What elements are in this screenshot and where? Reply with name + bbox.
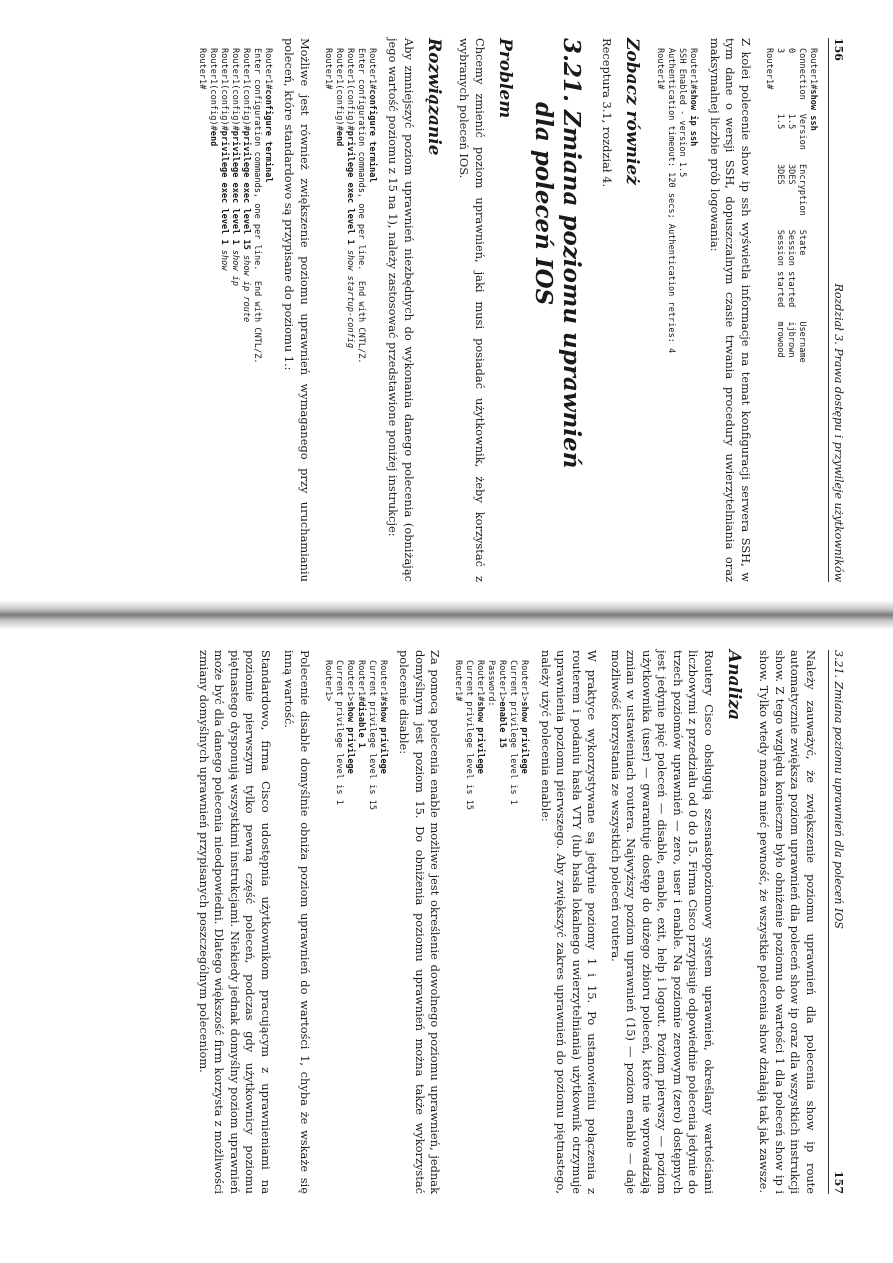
paragraph-analysis: Routery Cisco obsługują szesnastopoziomowy system uprawnień, określany wartościami liczbowymi z przedziału od 0 do 15. Firma Cisco przypisuje odpowiednie polecenia jedynie do trzech poziomów uprawnień — zero, user i enable. Na poziomie zerowym (zero) dostępnych jest jedynie pięć poleceń — disable, enable, exit, help i logout. Poziom pierwszy — poziom użytkownika (user) — gwarantuje dostęp do dużego zbioru poleceń, które nie wprowadzają zmian w ustawieniach routera. Najwyższy poziom uprawnień (15) — poziom enable — daje możliwość korzystania ze wszystkich poleceń routera. [609,650,716,1194]
cli-argument: show [219,249,229,271]
column-header: State [797,229,807,256]
page-number: 156 [832,38,845,61]
cli-prompt: Router1> [519,660,530,702]
cli-prompt: Router1# [367,48,377,90]
see-also-heading: Zobacz również [622,38,643,185]
paragraph-practice: W praktyce wykorzystywane są jedynie poziomy 1 i 15. Po ustanowieniu połączenia z routerem i podaniu hasła VTY (lub hasła lokalnego uwierzytelniania) użytkownik otrzymuje uprawnienia poziomu pierwszego. Aby zwiększyć zakres uprawnień do poziomu piętnastego, należy użyć polecenia enable: [539,650,600,1194]
running-head [828,38,845,582]
cli-command: show privilege [378,701,388,774]
cli-command: privilege exec level 1 [345,130,355,245]
page-number: 157 [832,1171,845,1194]
cli-prompt: Router1# [475,660,486,702]
table-cell: 3 [775,48,785,54]
cli-command: privilege exec level 15 [241,130,251,250]
cli-output-line: Current privilege level is 15 [367,660,377,811]
table-header-row [796,48,807,377]
problem-heading: Problem [495,38,515,119]
cli-prompt: Router1# [453,660,464,702]
cli-argument: show startup-config [345,249,355,349]
running-head [828,650,845,1194]
running-head-title: 3.21. Zmiana poziomu uprawnień dla poleceń IOS [832,650,845,929]
table-cell: Session started [786,229,796,308]
cli-command: end [334,130,344,147]
cli-output-line: Enter configuration commands, one per line. End with CNTL/Z. [356,48,366,364]
paragraph-increase: Możliwe jest również zwiększenie poziomu uprawnień wymaganego przy uruchamianiu poleceń, które standardowo są przypisane do poziomu 1.: [282,38,312,582]
cli-argument: show ip [230,249,240,287]
config-block-raise-privilege [196,48,273,582]
cli-prompt: Router1(config)# [219,48,229,131]
cli-command: show privilege [345,701,355,774]
cli-prompt: Router1# [655,48,666,90]
cli-command: configure terminal [263,89,273,183]
paragraph-ip-ssh: Z kolei polecenie show ip ssh wyświetla informacje na temat konfiguracji serwera SSH, w tym dane o wersji SSH, dopuszczalnym czasie trwania procedury uwierzytelniania oraz maksymalnej liczbie prób logowania: [708,38,753,582]
cli-output-line: Current privilege level is 1 [508,660,519,805]
ssh-table [774,48,807,377]
cli-prompt: Router1(config)# [334,48,344,131]
page-gutter [0,600,893,630]
paragraph-intro: Należy zauważyć, że zwiększenie poziomu uprawnień dla polecenia show ip route automatycznie zwiększa poziom uprawnień dla poleceń show ip oraz dla wszystkich instrukcji show. Z tego względu konieczne było obniżenie poziomu do wartości 1 dla poleceń show ip i show. Tylko wtedy można mieć pewność, że wszystkie polecenia show działają tak jak zawsze. [757,650,818,1194]
show-ip-ssh-output [655,48,699,582]
column-header: Username [797,321,807,363]
table-cell: Session started [775,229,785,308]
enable-example-output [453,660,530,1194]
disable-example-output [322,660,388,1194]
page-156 [65,30,845,590]
cli-prompt: Router1> [323,660,333,702]
paragraph-standard: Standardowo, firma Cisco udostępnia użytkownikom pracującym z uprawnieniami na poziomie pierwszym tylko pewną część poleceń, podczas gdy użytkownicy poziomu piętnastego dysponują wszystkimi instrukcjami. Niekiedy jednak domyślny poziom uprawnień może być dla danego polecenia nieodpowiedni. Dlatego większość firm korzysta z możliwości zmiany domyślnych uprawnień przypisanych poszczególnym poleceniom. [197,650,273,1194]
show-ssh-output [763,38,818,582]
paragraph-enable-any-level: Za pomocą polecenia enable możliwe jest określenie dowolnego poziomu uprawnień, jednak domyślnym jest poziom 15. Do obniżenia poziomu uprawnień można także wykorzystać polecenie disable: [397,650,443,1194]
cli-prompt: Router1# [197,48,207,90]
table-cell: mrowood [775,321,785,358]
cli-output-line: Current privilege level is 15 [464,660,475,811]
table-row [774,48,785,377]
cli-output-line: SSH Enabled - version 1.5 [677,48,688,178]
section-title [529,38,585,582]
table-cell: 3DES [786,163,796,185]
cli-prompt: Router1# [688,48,699,90]
cli-prompt: Router1(config)# [230,48,240,131]
table-cell: 0 [786,48,796,54]
cli-prompt: Router1> [497,660,508,702]
cli-command: privilege exec level 1 [219,130,229,245]
cli-command: show privilege [519,701,530,774]
cli-argument: show ip route [241,254,251,323]
section-title-line-1: 3.21. Zmiana poziomu uprawnień [558,38,585,469]
cli-output-line: Enter configuration commands, one per line. End with CNTL/Z. [252,48,262,364]
column-header: Version [797,113,807,150]
table-row [785,48,796,377]
cli-prompt: Router1# [356,660,366,702]
column-header: Connection [797,48,807,100]
paragraph-disable-default: Polecenie disable domyślnie obniża poziom uprawnień do wartości 1, chyba że wskaże się inną wartość. [282,650,312,1194]
cli-prompt: Router1(config)# [208,48,218,131]
cli-command: disable 1 [356,701,366,748]
table-cell: 1.5 [786,113,796,130]
cli-prompt: Router1(config)# [241,48,251,131]
running-head-title: Rozdział 3. Prawa dostępu i przywileje użytkowników [832,283,845,582]
see-also-text: Receptura 3.1, rozdział 4. [600,38,615,188]
table-cell: ijbrown [786,321,796,358]
cli-prompt: Router1# [808,48,818,90]
solution-text: Aby zmniejszyć poziom uprawnień niezbędnych do wykonania danego polecenia (obniżając jego wartość poziomu z 15 na 1), należy zastosować przedstawione poniżej instrukcje: [386,38,416,582]
cli-command: show privilege [475,701,486,774]
cli-command: configure terminal [367,89,377,183]
cli-prompt: Router1# [378,660,388,702]
config-block-lower-privilege [322,48,377,582]
solution-heading: Rozwiązanie [424,38,444,156]
cli-prompt: Router1# [764,48,774,90]
cli-command: privilege exec level 1 [230,130,240,245]
problem-text: Chcemy zmienić poziom uprawnień, jaki musi posiadać użytkownik, żeby korzystać z wybranych poleceń IOS. [457,38,487,582]
cli-command: enable 15 [497,701,508,748]
cli-prompt: Router1(config)# [345,48,355,131]
cli-command: show ip ssh [688,89,699,147]
analysis-heading: Analiza [724,650,744,721]
cli-output-line: Current privilege level is 1 [334,660,344,805]
cli-output-line: Password: [486,660,497,707]
cli-command: show ssh [808,89,818,131]
page-157 [65,642,845,1202]
table-cell: 1.5 [775,113,785,130]
table-cell: 3DES [775,163,785,185]
column-header: Encryption [797,163,807,216]
cli-prompt: Router1> [345,660,355,702]
section-title-line-2: dla poleceń IOS [530,102,557,306]
cli-output-line: Authentication timeout: 120 secs; Authentication retries: 4 [666,48,677,354]
cli-prompt: Router1# [263,48,273,90]
cli-command: end [208,130,218,147]
cli-prompt: Router1# [323,48,333,90]
